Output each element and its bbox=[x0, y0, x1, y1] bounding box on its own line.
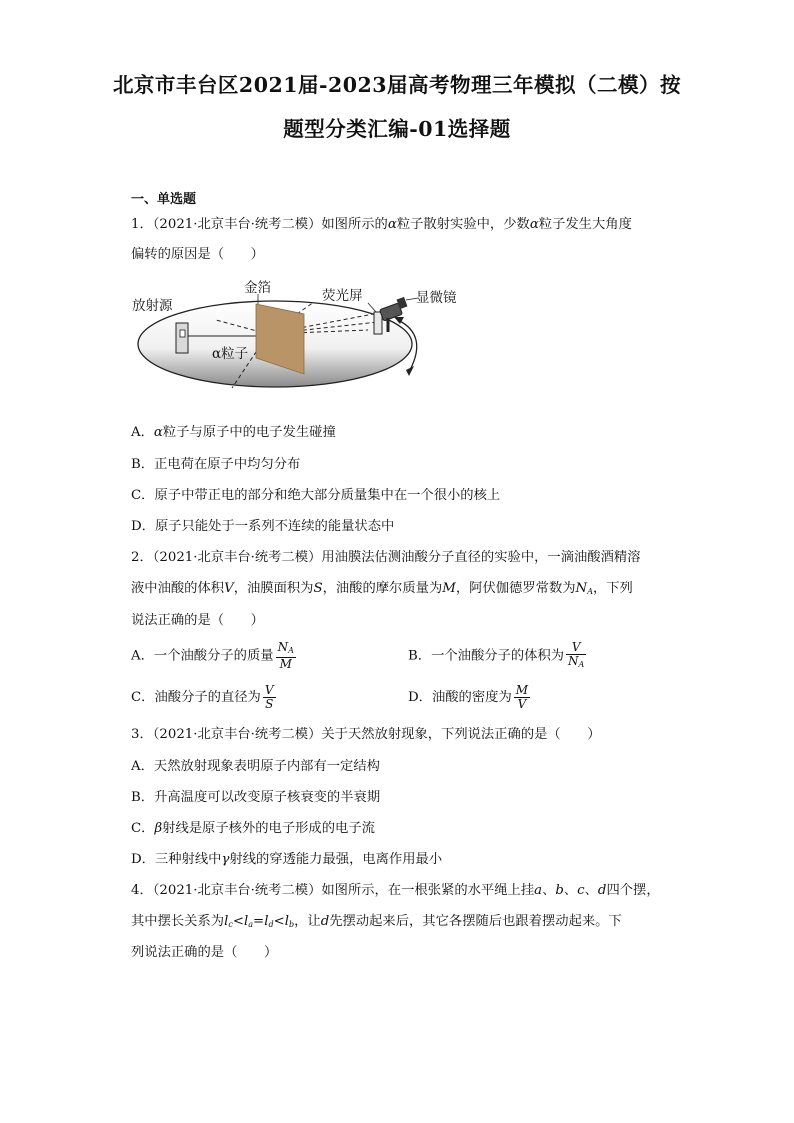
q4-stem-line1 bbox=[131, 879, 660, 898]
q3-option-d-text: D．三种射线中 bbox=[131, 852, 222, 867]
var-l: l bbox=[243, 914, 249, 929]
q2-stem-line2 bbox=[131, 577, 633, 596]
gamma-symbol: γ bbox=[221, 852, 230, 867]
q1-option-d[interactable]: D．原子只能处于一系列不连续的能量状态中 bbox=[131, 519, 395, 534]
var-l: l bbox=[284, 914, 289, 929]
frac-num-sub: A bbox=[288, 646, 294, 655]
q4-text: 其中摆长关系为 bbox=[131, 914, 225, 929]
q2-text: ，下列 bbox=[592, 581, 633, 596]
q2-option-d[interactable] bbox=[408, 684, 532, 711]
frac-den: N bbox=[568, 654, 579, 668]
section-heading: 一、单选题 bbox=[131, 192, 197, 207]
label-screen: 荧光屏 bbox=[322, 288, 363, 304]
label-source: 放射源 bbox=[132, 298, 173, 314]
var-l: l bbox=[264, 914, 269, 929]
q3-stem: 3．（2021·北京丰台·统考二模）关于天然放射现象，下列说法正确的是（ ） bbox=[131, 727, 601, 742]
q3-option-d-text: 射线的穿透能力最强，电离作用最小 bbox=[229, 852, 443, 867]
frac-den: S bbox=[265, 697, 274, 711]
doc-title-line2: 题型分类汇编-01选择题 bbox=[283, 117, 511, 141]
q2-option-c[interactable] bbox=[131, 684, 278, 711]
q3-option-c[interactable] bbox=[131, 817, 375, 836]
q2-option-b-text: B．一个油酸分子的体积为 bbox=[408, 648, 565, 664]
q1-stem-line1 bbox=[131, 213, 632, 232]
label-microscope: 显微镜 bbox=[416, 290, 457, 306]
var-n-subscript: A bbox=[587, 587, 593, 596]
q1-stem-b: 粒子散射实验中，少数 bbox=[396, 217, 530, 232]
q4-text: 先摆动起来后，其它各摆随后也跟着摆动起来。下 bbox=[329, 914, 622, 929]
label-foil: 金箔 bbox=[244, 280, 271, 296]
q2-text: 液中油酸的体积 bbox=[131, 581, 225, 596]
separator: 、 bbox=[584, 883, 598, 898]
sub-d: d bbox=[268, 920, 274, 929]
q1-stem-line2: 偏转的原因是（ ） bbox=[131, 247, 264, 262]
q1-option-a-text: 粒子与原子中的电子发生碰撞 bbox=[162, 425, 336, 440]
q3-option-c-text: 射线是原子核外的电子形成的电子流 bbox=[162, 821, 375, 836]
var-s: S bbox=[313, 581, 323, 596]
frac-num: N bbox=[277, 640, 289, 654]
q1-option-c[interactable]: C．原子中带正电的部分和绝大部分质量集中在一个很小的核上 bbox=[131, 488, 501, 503]
var-d: d bbox=[320, 914, 330, 929]
label-particle: α粒子 bbox=[212, 346, 249, 362]
q2-option-a-text: A．一个油酸分子的质量 bbox=[131, 648, 274, 664]
frac-num: V bbox=[264, 683, 274, 697]
frac-den-sub: A bbox=[578, 660, 585, 669]
q1-stem-c: 粒子发生大角度 bbox=[538, 217, 632, 232]
less-than: < bbox=[232, 914, 244, 929]
fraction-m-over-v bbox=[514, 684, 530, 711]
separator: 、 bbox=[563, 883, 578, 898]
less-than: < bbox=[273, 914, 285, 929]
alpha-scattering-figure bbox=[128, 270, 468, 400]
q3-option-b[interactable]: B．升高温度可以改变原子核衰变的半衰期 bbox=[131, 790, 381, 805]
sub-c: c bbox=[228, 920, 233, 929]
var-d: d bbox=[597, 883, 607, 898]
q2-text: ，油膜面积为 bbox=[233, 581, 314, 596]
var-n: N bbox=[575, 581, 588, 596]
q2-stem-line3: 说法正确的是（ ） bbox=[131, 613, 264, 628]
q2-option-d-text: D．油酸的密度为 bbox=[408, 690, 512, 705]
q2-option-a[interactable] bbox=[131, 641, 298, 671]
q2-option-b[interactable] bbox=[408, 641, 588, 671]
q2-text: ，油酸的摩尔质量为 bbox=[322, 581, 443, 596]
q1-option-b[interactable]: B．正电荷在原子中均匀分布 bbox=[131, 457, 301, 472]
alpha-symbol: α bbox=[387, 217, 397, 232]
var-l: l bbox=[224, 914, 229, 929]
doc-title-line1: 北京市丰台区2021届-2023届高考物理三年模拟（二模）按 bbox=[112, 73, 682, 97]
q4-stem-line3: 列说法正确的是（ ） bbox=[131, 945, 278, 960]
q4-text: 四个摆， bbox=[606, 883, 660, 898]
source-box bbox=[176, 323, 188, 353]
q3-option-d[interactable] bbox=[131, 848, 442, 867]
var-a: a bbox=[534, 883, 543, 898]
q1-option-a-prefix: A． bbox=[131, 425, 154, 440]
fraction-na-over-m bbox=[276, 641, 296, 671]
sub-b: b bbox=[289, 920, 295, 929]
q4-stem-line2 bbox=[131, 910, 622, 929]
q3-option-a[interactable]: A．天然放射现象表明原子内部有一定结构 bbox=[131, 759, 380, 774]
sub-a: a bbox=[248, 920, 254, 929]
q2-text: ，阿伏伽德罗常数为 bbox=[455, 581, 576, 596]
frac-den: M bbox=[279, 657, 292, 671]
var-v: V bbox=[224, 581, 234, 596]
q1-stem-a: 1．（2021·北京丰台·统考二模）如图所示的 bbox=[131, 217, 388, 232]
var-c: c bbox=[577, 883, 585, 898]
q4-text: 4．（2021·北京丰台·统考二模）如图所示，在一根张紧的水平绳上挂 bbox=[131, 883, 535, 898]
q2-option-c-text: C．油酸分子的直径为 bbox=[131, 690, 261, 705]
q3-option-c-prefix: C． bbox=[131, 821, 155, 836]
fraction-v-over-s bbox=[263, 684, 276, 711]
q2-stem-line1: 2．（2021·北京丰台·统考二模）用油膜法估测油酸分子直径的实验中，一滴油酸酒精溶 bbox=[131, 550, 641, 565]
fraction-v-over-na bbox=[566, 641, 586, 671]
var-b: b bbox=[555, 883, 564, 898]
frac-num: M bbox=[515, 683, 529, 697]
var-m: M bbox=[442, 581, 456, 596]
alpha-symbol: α bbox=[153, 425, 163, 440]
frac-den: V bbox=[517, 697, 527, 711]
fluorescent-screen bbox=[374, 312, 382, 334]
beta-symbol: β bbox=[154, 821, 163, 836]
frac-num: V bbox=[566, 641, 586, 655]
equals: = bbox=[253, 914, 265, 929]
q1-option-a[interactable] bbox=[131, 421, 336, 440]
alpha-symbol: α bbox=[529, 217, 539, 232]
q4-text: ，让 bbox=[294, 914, 321, 929]
separator: 、 bbox=[542, 883, 556, 898]
